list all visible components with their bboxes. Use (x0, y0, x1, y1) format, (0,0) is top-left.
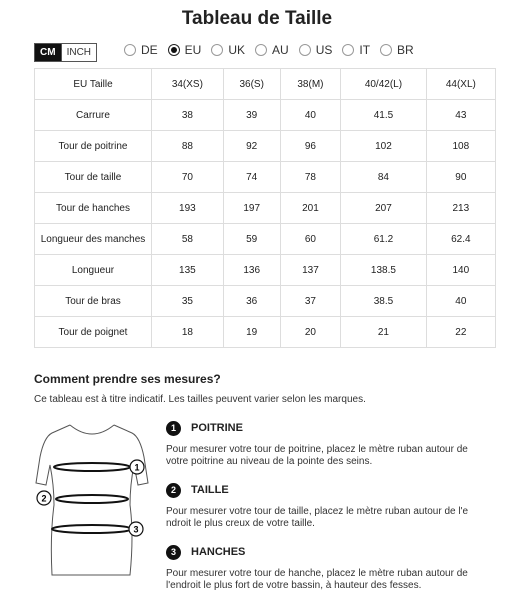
table-header-cell: EU Taille (35, 69, 152, 100)
step-label: TAILLE (191, 484, 229, 496)
table-cell: 20 (280, 317, 341, 348)
table-cell: 137 (280, 255, 341, 286)
radio-icon[interactable] (124, 44, 136, 56)
table-header-cell: 40/42(L) (341, 69, 426, 100)
table-cell: 193 (152, 193, 224, 224)
table-header-cell: 36(S) (223, 69, 280, 100)
dress-outline (70, 425, 114, 434)
table-row (35, 193, 496, 224)
marker-2-label: 2 (41, 493, 47, 504)
waist-measure-line (56, 495, 128, 503)
table-cell: 138.5 (341, 255, 426, 286)
table-cell: 18 (152, 317, 224, 348)
radio-icon[interactable] (168, 44, 180, 56)
chest-measure-line (54, 463, 130, 471)
dress-outline-body (36, 425, 148, 575)
size-table (34, 68, 496, 348)
table-cell: 90 (426, 162, 495, 193)
table-cell: 84 (341, 162, 426, 193)
table-header-row (35, 69, 496, 100)
region-label: BR (397, 43, 414, 57)
table-cell: 61.2 (341, 224, 426, 255)
table-cell: 74 (223, 162, 280, 193)
table-cell: 78 (280, 162, 341, 193)
table-cell: 41.5 (341, 100, 426, 131)
table-cell: 207 (341, 193, 426, 224)
step-description-line: Pour mesurer votre tour de hanche, placez le mètre ruban autour de (166, 568, 468, 579)
table-cell: 43 (426, 100, 495, 131)
table-row-label: Tour de poignet (35, 317, 152, 348)
step-description (166, 444, 496, 468)
step-label: POITRINE (191, 422, 243, 434)
measure-step (166, 544, 496, 592)
region-selector (124, 43, 424, 57)
unit-toggle (34, 43, 97, 62)
table-cell: 197 (223, 193, 280, 224)
table-cell: 135 (152, 255, 224, 286)
table-header-cell: 44(XL) (426, 69, 495, 100)
table-row-label: Carrure (35, 100, 152, 131)
step-description-line: Pour mesurer votre tour de poitrine, placez le mètre ruban autour de (166, 444, 468, 455)
radio-icon[interactable] (211, 44, 223, 56)
region-label: IT (359, 43, 371, 57)
radio-icon[interactable] (342, 44, 354, 56)
region-label: DE (141, 43, 158, 57)
table-row (35, 131, 496, 162)
region-label: AU (272, 43, 289, 57)
table-cell: 38 (152, 100, 224, 131)
table-cell: 140 (426, 255, 495, 286)
table-row (35, 286, 496, 317)
region-option-it[interactable] (342, 43, 370, 57)
region-option-eu[interactable] (168, 43, 202, 57)
table-row (35, 255, 496, 286)
table-cell: 40 (426, 286, 495, 317)
measure-step (166, 420, 496, 468)
radio-icon[interactable] (380, 44, 392, 56)
table-cell: 36 (223, 286, 280, 317)
region-option-au[interactable] (255, 43, 289, 57)
table-cell: 37 (280, 286, 341, 317)
table-cell: 40 (280, 100, 341, 131)
table-row-label: Longueur des manches (35, 224, 152, 255)
table-cell: 39 (223, 100, 280, 131)
marker-1-label: 1 (134, 462, 140, 473)
table-row (35, 224, 496, 255)
table-cell: 136 (223, 255, 280, 286)
table-cell: 108 (426, 131, 495, 162)
measure-guide-title: Comment prendre ses mesures? (34, 372, 221, 386)
step-label: HANCHES (191, 546, 246, 558)
dress-figure (30, 415, 154, 587)
region-option-br[interactable] (380, 43, 414, 57)
marker-3-label: 3 (133, 524, 139, 535)
table-header-cell: 38(M) (280, 69, 341, 100)
step-description-line: Pour mesurer votre tour de taille, placez le mètre ruban autour de l'e (166, 506, 469, 517)
table-row-label: Longueur (35, 255, 152, 286)
table-cell: 102 (341, 131, 426, 162)
measure-step-header (166, 544, 496, 560)
unit-cm-button[interactable]: CM (35, 44, 61, 61)
table-cell: 22 (426, 317, 495, 348)
step-description-line: ndroit le plus creux de votre taille. (166, 518, 315, 529)
table-row-label: Tour de bras (35, 286, 152, 317)
table-cell: 58 (152, 224, 224, 255)
radio-icon[interactable] (299, 44, 311, 56)
measure-steps (166, 420, 496, 606)
region-label: US (315, 43, 333, 57)
measure-step (166, 482, 496, 530)
table-cell: 19 (223, 317, 280, 348)
step-description-line: votre poitrine au niveau de la pointe des seins. (166, 456, 373, 467)
table-cell: 70 (152, 162, 224, 193)
unit-inch-button[interactable]: INCH (61, 44, 96, 61)
table-row (35, 162, 496, 193)
region-label: UK (228, 43, 246, 57)
table-cell: 60 (280, 224, 341, 255)
measure-step-header (166, 482, 496, 498)
table-cell: 96 (280, 131, 341, 162)
table-cell: 88 (152, 131, 224, 162)
table-cell: 213 (426, 193, 495, 224)
table-row-label: Tour de poitrine (35, 131, 152, 162)
step-number-badge: 2 (166, 483, 181, 498)
table-row-label: Tour de taille (35, 162, 152, 193)
table-row-label: Tour de hanches (35, 193, 152, 224)
measure-guide-note: Ce tableau est à titre indicatif. Les tailles peuvent varier selon les marques. (34, 394, 366, 405)
table-cell: 21 (341, 317, 426, 348)
region-label: EU (184, 43, 202, 57)
step-description (166, 568, 496, 592)
table-cell: 92 (223, 131, 280, 162)
hip-measure-line (52, 525, 132, 533)
region-option-uk[interactable] (211, 43, 245, 57)
region-option-us[interactable] (299, 43, 333, 57)
table-cell: 201 (280, 193, 341, 224)
table-row (35, 317, 496, 348)
table-cell: 38.5 (341, 286, 426, 317)
table-cell: 59 (223, 224, 280, 255)
table-row (35, 100, 496, 131)
table-cell: 35 (152, 286, 224, 317)
step-number-badge: 3 (166, 545, 181, 560)
measure-step-header (166, 420, 496, 436)
step-description (166, 506, 496, 530)
step-number-badge: 1 (166, 421, 181, 436)
table-header-cell: 34(XS) (152, 69, 224, 100)
table-cell: 62.4 (426, 224, 495, 255)
radio-icon[interactable] (255, 44, 267, 56)
page-title: Tableau de Taille (181, 8, 333, 29)
step-description-line: l'endroit le plus fort de votre bassin, à hauteur des fesses. (166, 580, 422, 591)
region-option-de[interactable] (124, 43, 158, 57)
